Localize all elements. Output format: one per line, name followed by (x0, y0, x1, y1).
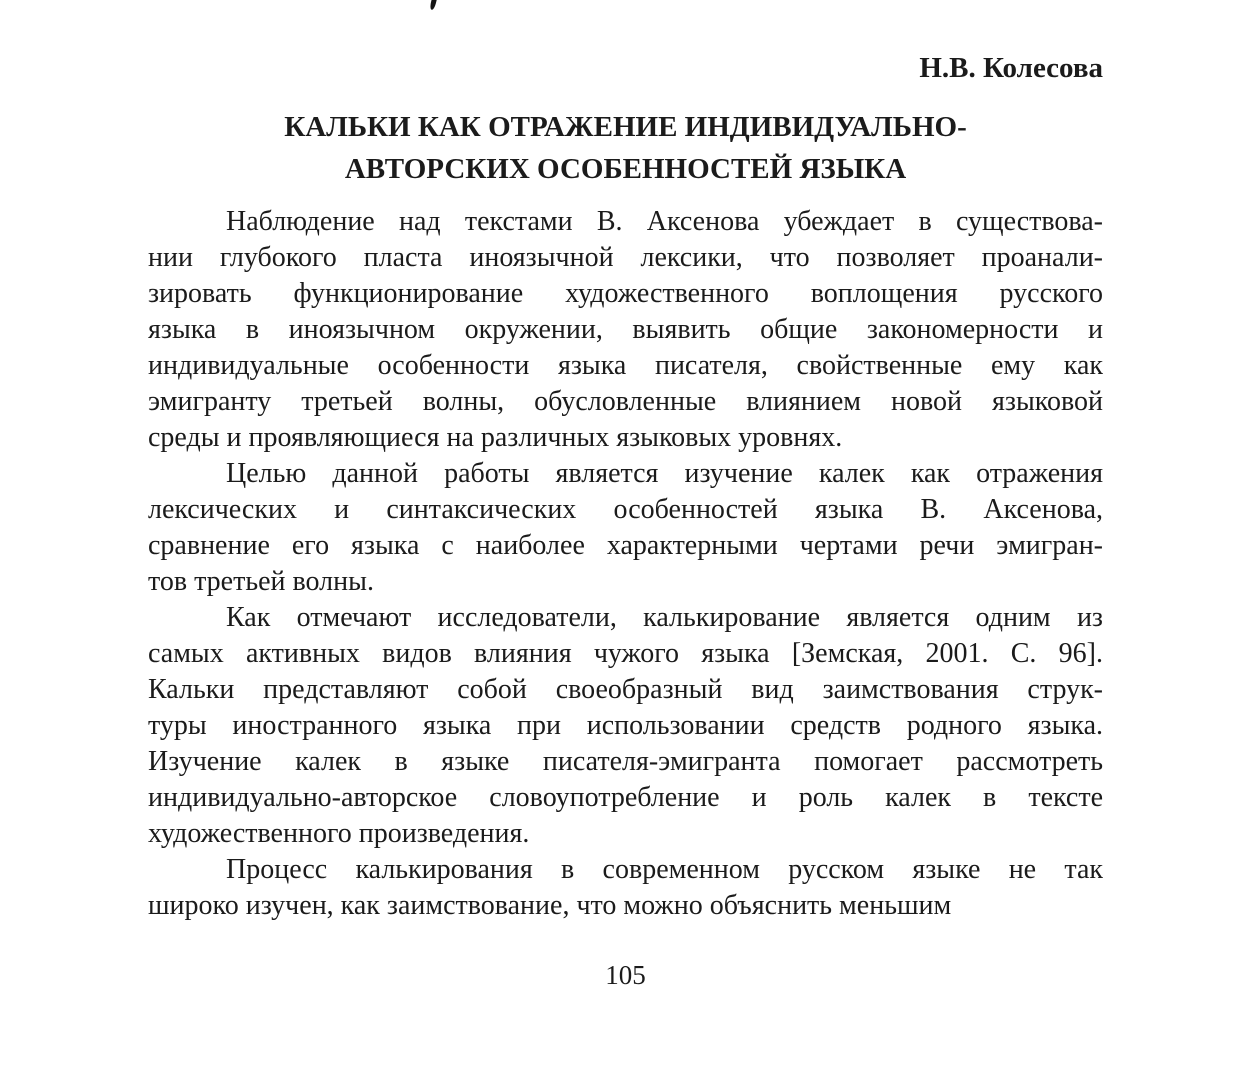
article-title-line1: КАЛЬКИ КАК ОТРАЖЕНИЕ ИНДИВИДУАЛЬНО- (284, 111, 967, 143)
text-line: Кальки представляют собой своеобразный вид заимствования струк- (148, 674, 1103, 705)
text-line: эмигранту третьей волны, обусловленные влиянием новой языковой (148, 386, 1103, 417)
paragraph (148, 204, 1103, 456)
text-line: широко изучен, как заимствование, что можно объяснить меньшим (148, 890, 952, 921)
author-name: Н.В. Колесова (919, 52, 1103, 84)
text-line: тов третьей волны. (148, 566, 374, 597)
page-number: 105 (605, 960, 646, 990)
paragraph (148, 456, 1103, 600)
text-line: Целью данной работы является изучение калек как отражения (226, 458, 1103, 489)
text-line: Изучение калек в языке писателя-эмигранта помогает рассмотреть (148, 746, 1103, 777)
text-line: сравнение его языка с наиболее характерными чертами речи эмигран- (148, 530, 1103, 561)
text-line: нии глубокого пласта иноязычной лексики, что позволяет проанали- (148, 242, 1103, 273)
text-line: туры иностранного языка при использовании средств родного языка. (148, 710, 1103, 741)
text-line: лексических и синтаксических особенностей языка В. Аксенова, (148, 494, 1103, 525)
text-line: самых активных видов влияния чужого языка [Земская, 2001. С. 96]. (148, 638, 1103, 669)
article-body (148, 204, 1103, 924)
paragraph (148, 852, 1103, 924)
text-line: зировать функционирование художественного воплощения русского (148, 278, 1103, 309)
text-line: индивидуально-авторское словоупотребление и роль калек в тексте (148, 782, 1103, 813)
text-line: художественного произведения. (148, 818, 530, 849)
text-line: языка в иноязычном окружении, выявить общие закономерности и (148, 314, 1103, 345)
article-title (148, 106, 1103, 190)
text-line: среды и проявляющиеся на различных языковых уровнях. (148, 422, 843, 453)
paragraph (148, 600, 1103, 852)
text-line: индивидуальные особенности языка писателя, свойственные ему как (148, 350, 1103, 381)
scan-artifact (429, 0, 437, 10)
text-line: Как отмечают исследователи, калькирование является одним из (226, 602, 1103, 633)
text-line: Наблюдение над текстами В. Аксенова убеждает в существова- (226, 206, 1103, 237)
article-title-line2: АВТОРСКИХ ОСОБЕННОСТЕЙ ЯЗЫКА (344, 153, 907, 185)
text-line: Процесс калькирования в современном русском языке не так (226, 854, 1103, 885)
